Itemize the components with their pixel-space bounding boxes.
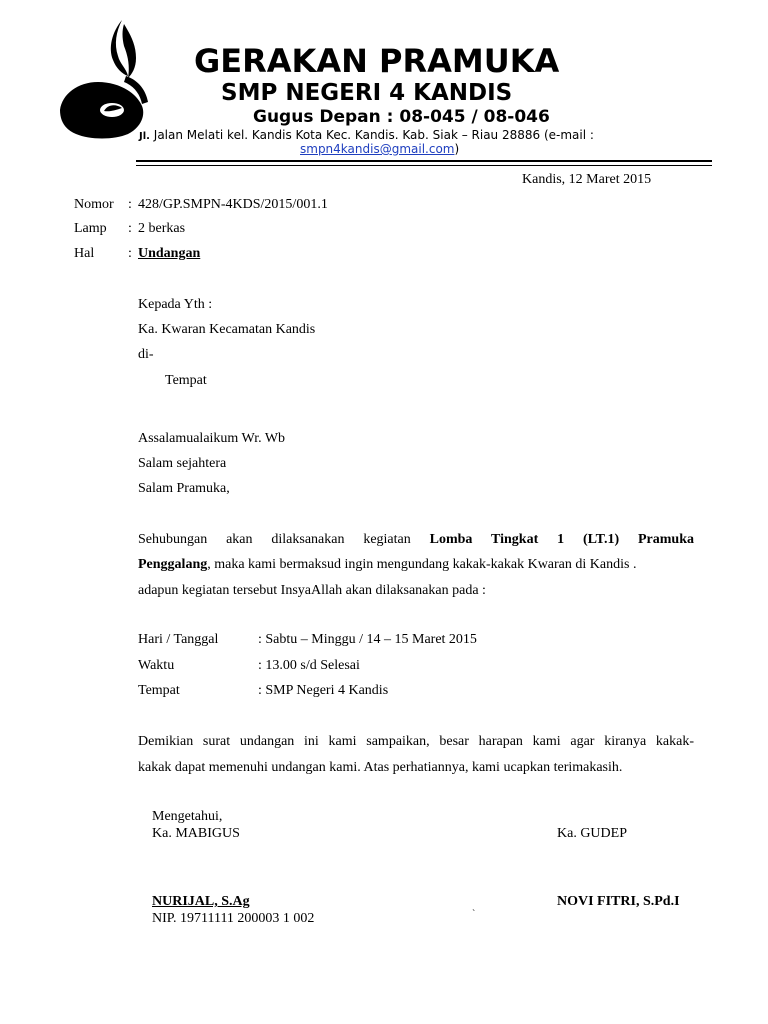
email-link[interactable]: smpn4kandis@gmail.com <box>300 142 455 156</box>
org-title: GERAKAN PRAMUKA <box>194 42 560 80</box>
sign-right-name: NOVI FITRI, S.Pd.I <box>557 894 680 909</box>
closing-line-1: Demikian surat undangan ini kami sampaikan, besar harapan kami agar kiranya kakak- <box>138 734 694 749</box>
school-name: SMP NEGERI 4 KANDIS <box>221 80 513 106</box>
body-bold-penggalang: Penggalang <box>138 557 208 572</box>
recipient-line-4: Tempat <box>165 373 207 388</box>
header-divider-thick <box>136 160 712 162</box>
recipient-line-3: di- <box>138 347 154 362</box>
body-line-2 <box>138 557 636 573</box>
sign-left-name: NURIJAL, S.Ag <box>152 894 250 909</box>
body-text-b: , maka kami bermaksud ingin mengundang kakak-kakak Kwaran di Kandis . <box>207 557 637 572</box>
gugus-depan: Gugus Depan : 08-045 / 08-046 <box>253 107 550 127</box>
sign-right-title: Ka. GUDEP <box>557 826 627 841</box>
address-line <box>139 128 594 142</box>
closing-line-2: kakak dapat memenuhi undangan kami. Atas perhatiannya, kami ucapkan terimakasih. <box>138 760 623 775</box>
sign-left-nip: NIP. 19711111 200003 1 002 <box>152 911 315 926</box>
meta-label-lamp: Lamp <box>74 221 107 236</box>
detail-value-tempat: : SMP Negeri 4 Kandis <box>258 683 389 698</box>
meta-sep-nomor: : <box>128 197 132 212</box>
mengetahui: Mengetahui, <box>152 809 223 824</box>
body-bold-event: Lomba Tingkat 1 (LT.1) Pramuka <box>429 532 695 547</box>
detail-label-hari: Hari / Tanggal <box>138 632 219 647</box>
email-close: ) <box>454 142 460 156</box>
body-line-3: adapun kegiatan tersebut InsyaAllah akan dilaksanakan pada : <box>138 583 486 598</box>
meta-sep-hal: : <box>128 246 132 261</box>
email-line <box>300 142 459 156</box>
header-divider-thin <box>136 165 712 166</box>
meta-label-hal: Hal <box>74 246 95 261</box>
meta-label-nomor: Nomor <box>74 197 114 212</box>
body-line-1 <box>138 532 694 548</box>
recipient-line-1: Kepada Yth : <box>138 297 213 312</box>
meta-sep-lamp: : <box>128 221 132 236</box>
meta-value-hal: Undangan <box>138 246 201 261</box>
sign-left-title: Ka. MABIGUS <box>152 826 240 841</box>
detail-label-waktu: Waktu <box>138 658 175 673</box>
detail-label-tempat: Tempat <box>138 683 180 698</box>
address-prefix: Jl. <box>139 131 150 142</box>
detail-value-hari: : Sabtu – Minggu / 14 – 15 Maret 2015 <box>258 632 477 647</box>
date-line: Kandis, 12 Maret 2015 <box>522 172 652 187</box>
detail-value-waktu: : 13.00 s/d Selesai <box>258 658 360 673</box>
greeting-line-2: Salam sejahtera <box>138 456 227 471</box>
recipient-line-2: Ka. Kwaran Kecamatan Kandis <box>138 322 316 337</box>
stray-mark: ` <box>472 909 476 920</box>
meta-value-nomor: 428/GP.SMPN-4KDS/2015/001.1 <box>138 197 328 212</box>
address-text: Jalan Melati kel. Kandis Kota Kec. Kandis. Kab. Siak – Riau 28886 (e-mail : <box>153 128 594 142</box>
body-text-a: Sehubungan akan dilaksanakan kegiatan <box>138 532 411 547</box>
greeting-line-1: Assalamualaikum Wr. Wb <box>138 431 286 446</box>
greeting-line-3: Salam Pramuka, <box>138 481 230 496</box>
meta-value-lamp: 2 berkas <box>138 221 186 236</box>
